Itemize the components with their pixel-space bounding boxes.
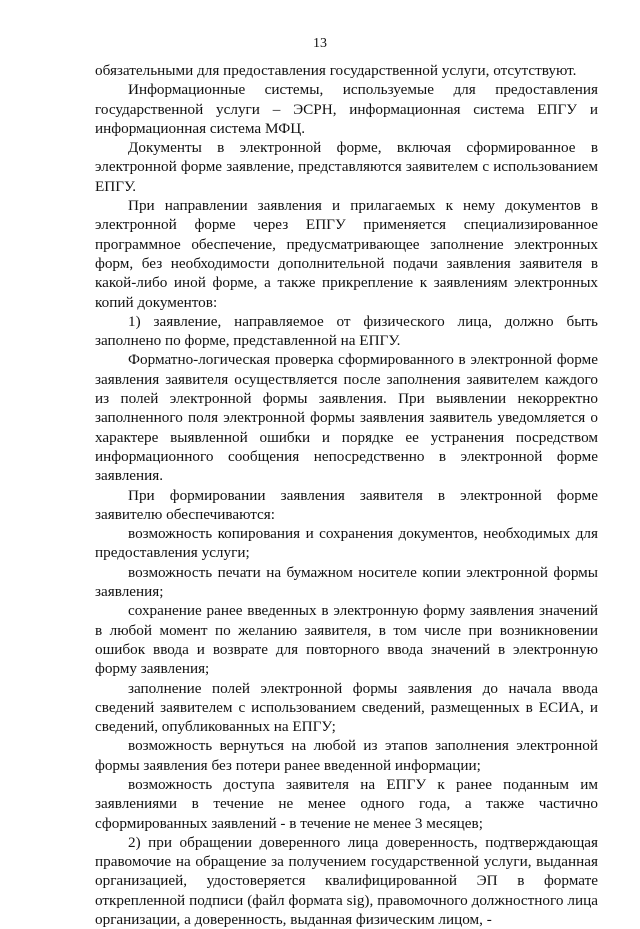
page-number: 13 xyxy=(313,36,327,51)
paragraph: возможность доступа заявителя на ЕПГУ к ранее поданным им заявлениями в течение не менее одного года, а также частично сформированных заявлений - в течение не менее 3 месяцев; xyxy=(95,775,598,832)
document-body xyxy=(95,61,598,929)
paragraph: Документы в электронной форме, включая сформированное в электронной форме заявление, представляются заявителем с использованием ЕПГУ. xyxy=(95,139,598,195)
paragraph: 1) заявление, направляемое от физического лица, должно быть заполнено по форме, представленной на ЕПГУ. xyxy=(95,312,598,350)
paragraph: сохранение ранее введенных в электронную форму заявления значений в любой момент по желанию заявителя, в том числе при возникновении ошибок ввода и возврате для повторного ввода значений в электронную форму заявления; xyxy=(95,602,598,678)
paragraph: возможность копирования и сохранения документов, необходимых для предоставления услуги; xyxy=(95,525,598,562)
paragraph: При направлении заявления и прилагаемых к нему документов в электронной форме через ЕПГУ применяется специализированное программное обеспечение, предусматривающее заполнение электронных форм, без необходимости дополнительной подачи заявления заявителя в какой-либо иной форме, а также прикрепление к заявлениям электронных копий документов: xyxy=(95,197,598,311)
paragraph: Форматно-логическая проверка сформированного в электронной форме заявления заявителя осуществляется после заполнения заявителем каждого из полей электронной формы заявления. При выявлении некорректно заполненного поля электронной формы заявления заявитель уведомляется о характере выявленной ошибки и порядке ее устранения посредством информационного сообщения непосредственно в электронной форме заявления. xyxy=(95,351,598,485)
paragraph: возможность печати на бумажном носителе копии электронной формы заявления; xyxy=(95,563,598,601)
paragraph: обязательными для предоставления государственной услуги, отсутствуют. xyxy=(95,62,577,79)
paragraph: 2) при обращении доверенного лица доверенность, подтверждающая правомочие на обращение за получением государственной услуги, выданная организацией, удостоверяется квалифицированной ЭП в формате открепленной подписи (файл формата sig), правомочного должностного лица организации, а доверенность, выданная физическим лицом, - xyxy=(95,833,598,929)
paragraph: При формировании заявления заявителя в электронной форме заявителю обеспечиваются: xyxy=(95,486,598,523)
paragraph: возможность вернуться на любой из этапов заполнения электронной формы заявления без потери ранее введенной информации; xyxy=(95,737,598,774)
paragraph: Информационные системы, используемые для предоставления государственной услуги – ЭСРН, информационная система ЕПГУ и информационная система МФЦ. xyxy=(95,81,598,137)
paragraph: заполнение полей электронной формы заявления до начала ввода сведений заявителем с использованием сведений, размещенных в ЕСИА, и сведений, опубликованных на ЕПГУ; xyxy=(95,679,598,736)
